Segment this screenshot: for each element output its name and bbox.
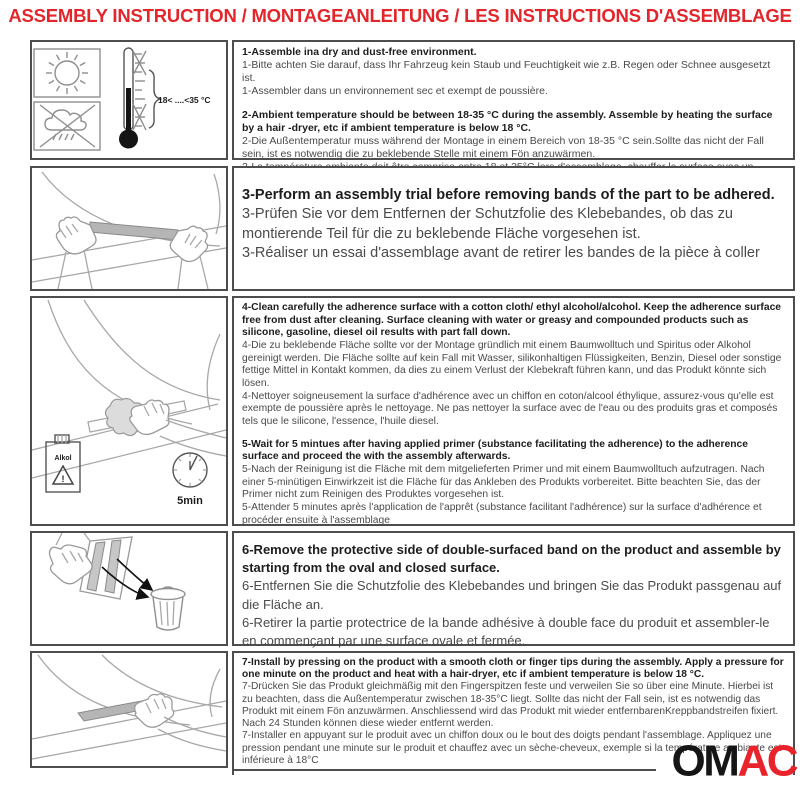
footer-divider [232,769,656,771]
wiping-hand-illustration [130,400,226,456]
omac-logo-red: AC [737,737,796,786]
step-row-4-5 [30,296,795,526]
alcohol-bottle-label: Alkol [54,455,72,462]
step-row-3 [30,166,795,291]
left-hand-illustration [56,217,96,289]
step7-heading: 7-Install by pressing on the product with a smooth cloth or finger tips during the assembly. Apply a pressure for one minute on the product and heat with a hair-dryer, etc if ambient temperature is below 18 °C. [242,657,784,681]
trash-can-icon [151,587,185,630]
icon-cell-cleaning [30,296,228,526]
step1-text-fr: 1-Assembler dans un environnement sec et exempt de poussière. [242,85,548,98]
thermometer-range-label: 18< ....<35 °C [158,95,211,105]
no-rain-icon [34,102,100,150]
peel-band-illustration [50,533,186,630]
step4-heading: 4-Clean carefully the adherence surface with a cotton cloth/ ethyl alcohol/alcohol. Keep the adherence surface free from dust after cleaning. Surface cleaning with water or greasy and compounded products such as silicone, gasoline, diesel oil results with part fall down. [242,302,782,339]
clock-icon [173,453,207,507]
step5-text-de: 5-Nach der Reinigung ist die Fläche mit dem mitgelieferten Primer und mit einem Baumwolltuch aufzutragen. Nach einer 5-minütigen Einwirkzeit ist die Fläche für das Ankleben des Produkts vorbereitet. Bitte beachten Sie, das der Primer nicht zum Reinigen des Produktes vorgesehen ist. [242,463,765,501]
step6-text-de: 6-Entfernen Sie die Schutzfolie des Klebebandes und bringen Sie das Produkt passgenau auf die Fläche an. [242,578,782,612]
step7-text-fr: 7-Installer en appuyant sur le produit avec un chiffon doux ou le bout des doigts pendant l'assemblage. Appliquez une pression pendant une minute sur le produit et chauffez avec un sèche-cheveux, exemple si la température ambiante est inférieure à 18°C [242,730,782,766]
warning-exclamation: ! [61,474,65,484]
text-cell-steps-4-5 [232,296,795,526]
step6-text-fr: 6-Retirer la partie protectrice de la bande adhésive à double face du produit et assembler-le en commençant par une surface ovale et fermée. [242,614,770,648]
right-hand-illustration [170,226,208,289]
step7-text-de: 7-Drücken Sie das Produkt gleichmäßig mit den Fingerspitzen feste und verweilen Sie so über eine Minute. Hierbei ist zu beachten, dass die Außentemperatur zwischen 18-35°C liegt. Sollte das nicht der Fall sein, ist es notwendig das Produkt mit einem Fön anzuwärmen. Anschliessend wird das Produkt mit wieder entfernbarenKreppbandstreifen fixiert. Nach 24 Stunden können diese wieder entfernt werden. [242,681,779,730]
step4-text-de: 4-Die zu beklebende Fläche sollte vor der Montage gründlich mit einem Baumwolltuch und Spiritus oder Alkohol gereinigt werden. Die Fläche sollte auf kein Fall mit Wasser, silikonhaltigen Flüssigkeiten, Benzin, Diesel oder sonstige fettige Mittel in Kontakt kommen, da dies zu einem Verlust der Klebekraft führen kann, und das Produkt könnte sich lösen. [242,339,782,389]
step2-heading: 2-Ambient temperature should be between 18-35 °C during the assembly. Assemble by heating the surface by a hair -dryer, etc if ambient temperature is below 18 °C. [242,108,773,134]
icon-cell-trial-fit [30,166,228,291]
pressing-hand-illustration [135,694,226,751]
icon-cell-press-install [30,651,228,768]
icon-cell-environment [30,40,228,160]
trial-fit-illustration [32,172,226,289]
step-row-6 [30,531,795,646]
page-title: ASSEMBLY INSTRUCTION / MONTAGEANLEITUNG / LES INSTRUCTIONS D'ASSEMBLAGE [8,5,792,26]
step2-text-de: 2-Die Außentemperatur muss während der Montage in einem Bereich von 18-35 °C sein.Sollte das nicht der Fall sein, ist es notwendig die zu beklebende Stelle mit einem Fön anzuwärmen. [242,134,764,160]
alcohol-bottle-icon [46,435,80,492]
icon-cell-peel-band [30,531,228,646]
clock-wait-label: 5min [177,495,203,507]
step4-text-fr: 4-Nettoyer soigneusement la surface d'adhérence avec un chiffon en coton/alcool éthylique, assurez-vous qu'elle est exempte de poussière après le nettoyage. Ne pas nettoyer la surface avec de l'eau ou des produits gras et composés tels que le silicone, l'essence, l'huile diesel. [242,390,778,427]
omac-logo-black: OM [671,737,738,786]
sun-icon [34,49,100,97]
step1-text-de: 1-Bitte achten Sie darauf, dass Ihr Fahrzeug kein Staub und Feuchtigkeit wie z.B. Regen oder Schnee ausgesetzt ist. [242,59,771,85]
step1-heading: 1-Assemble ina dry and dust-free environment. [242,46,477,58]
step3-text-fr: 3-Réaliser un essai d'assemblage avant de retirer les bandes de la pièce à coller [242,245,760,262]
step-row-1-2 [30,40,795,160]
step3-heading: 3-Perform an assembly trial before removing bands of the part to be adhered. [242,187,775,203]
thermometer-icon [119,48,211,149]
text-cell-steps-1-2 [232,40,795,160]
text-cell-step-6 [232,531,795,646]
press-install-illustration [32,655,226,759]
step6-heading: 6-Remove the protective side of double-surfaced band on the product and assemble by starting from the oval and closed surface. [242,542,781,576]
step5-heading: 5-Wait for 5 mintues after having applied primer (substance facilitating the adherence) to the adherence surface and proceed the with the assembly afterwards. [242,438,748,463]
step5-text-fr: 5-Attender 5 minutes après l'application de l'apprêt (substance facilitant l'adhérence) sur la surface d'adhérence et procéder ensuite à l'assemblage [242,501,762,526]
omac-logo [671,737,796,786]
cleaning-illustration [32,300,226,478]
text-cell-step-3 [232,166,795,291]
step3-text-de: 3-Prüfen Sie vor dem Entfernen der Schutzfolie des Klebebandes, ob das zu montierende Teil für die zu beklebende Fläche vorgesehen ist. [242,206,733,242]
